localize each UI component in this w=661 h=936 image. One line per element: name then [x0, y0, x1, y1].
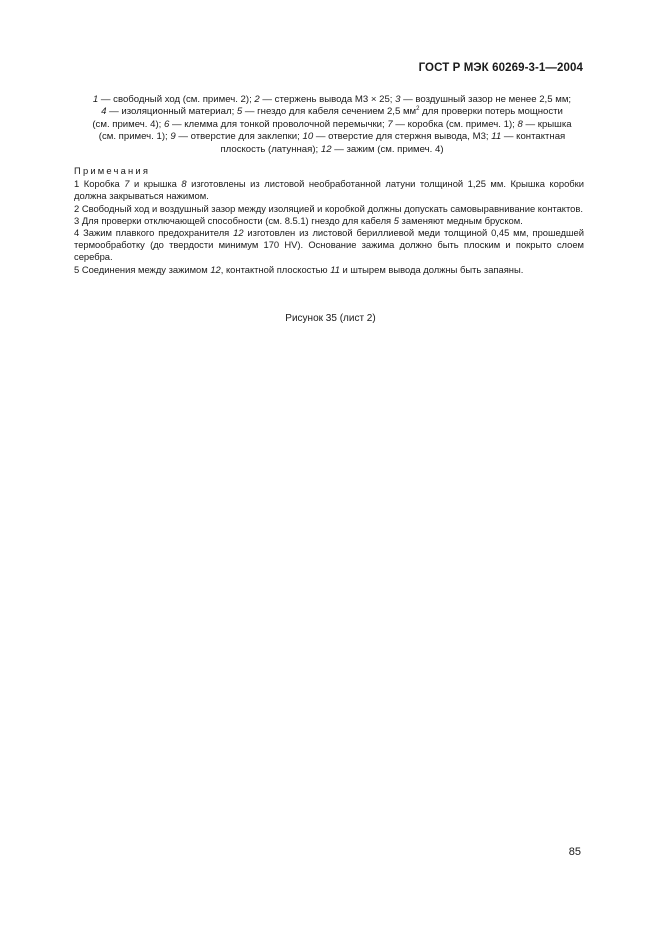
item-number: 11 — [491, 131, 502, 143]
notes-section — [74, 165, 584, 276]
item-number: 5 — [393, 214, 399, 226]
notes-title: Примечания — [74, 165, 151, 176]
text-run: изготовлен из листовой бериллиевой меди толщиной 0,45 мм, прошедшей термообработку (до твердости минимум 170 HV). Основание зажима должно быть плоским и покрыто слоем серебра. — [74, 227, 584, 263]
document-header: ГОСТ Р МЭК 60269-3-1—2004 — [418, 62, 583, 74]
text-run: — клемма для тонкой проволочной перемычки; — [169, 118, 388, 130]
note-item — [74, 203, 584, 215]
text-run: , контактной плоскостью — [220, 263, 331, 275]
item-number: 12 — [320, 143, 332, 155]
text-run: и крышка — [129, 178, 182, 190]
text-run: — свободный ход (см. примеч. 2); — [98, 94, 255, 105]
item-number: 5 — [236, 106, 243, 118]
text-run: — зажим (см. примеч. 4) — [331, 143, 444, 155]
legend-line — [66, 106, 598, 118]
item-number: 9 — [170, 131, 176, 143]
item-number: 12 — [210, 263, 221, 275]
item-number: 7 — [124, 178, 130, 190]
text-run: — изоляционный материал; — [106, 106, 237, 118]
note-item — [74, 227, 584, 264]
text-run: изготовлены из листовой необработанной латуни толщиной 1,25 мм. Крышка коробки должна закрываться нажимом. — [74, 178, 584, 202]
note-item — [74, 215, 584, 227]
item-number: 11 — [330, 263, 340, 275]
item-number: 8 — [517, 118, 523, 130]
text-run: — отверстие для стержня вывода, М3; — [313, 131, 492, 143]
text-run: и штырем вывода должны быть запаяны. — [339, 263, 524, 275]
text-run: плоскость (латунная); — [220, 143, 321, 155]
text-run: — коробка (см. примеч. 1); — [392, 118, 518, 130]
figure-legend — [66, 94, 598, 156]
text-run: 5 Соединения между зажимом — [74, 263, 211, 275]
item-number: 7 — [387, 118, 393, 130]
text-run: 4 Зажим плавкого предохранителя — [74, 227, 234, 239]
text-run: (см. примеч. 4); — [92, 118, 164, 130]
text-run: — воздушный зазор не менее 2,5 мм; — [400, 94, 572, 105]
item-number: 8 — [181, 178, 187, 190]
item-number: 1 — [92, 94, 99, 105]
text-run: для проверки потерь мощности — [419, 106, 563, 118]
notes-list — [74, 178, 584, 276]
text-run: — стержень вывода М3 × 25; — [259, 94, 396, 105]
figure-caption: Рисунок 35 (лист 2) — [285, 313, 376, 324]
note-item — [74, 178, 584, 202]
text-run: — отверстие для заклепки; — [175, 131, 303, 143]
text-run: — крышка — [522, 118, 572, 130]
text-run: — контактная — [501, 131, 566, 143]
legend-line — [66, 131, 598, 143]
item-number: 2 — [254, 94, 260, 105]
note-item — [74, 264, 584, 276]
text-run: — гнездо для кабеля сечением 2,5 мм — [242, 106, 417, 118]
text-run: 1 Коробка — [74, 178, 125, 190]
item-number: 6 — [163, 118, 170, 130]
page-number: 85 — [568, 846, 581, 858]
superscript: 2 — [416, 106, 420, 113]
legend-line — [66, 119, 598, 131]
text-run: заменяют медным бруском. — [398, 214, 523, 226]
legend-line — [66, 144, 598, 156]
item-number: 3 — [395, 94, 401, 105]
item-number: 12 — [233, 227, 244, 239]
item-number: 10 — [302, 131, 314, 143]
legend-line — [66, 94, 598, 106]
item-number: 4 — [101, 106, 107, 118]
text-run: (см. примеч. 1); — [98, 131, 171, 143]
text-run: 2 Свободный ход и воздушный зазор между изоляцией и коробкой должны допускать самовыравнивание контактов. — [74, 202, 583, 214]
text-run: 3 Для проверки отключающей способности (см. 8.5.1) гнездо для кабеля — [74, 214, 394, 226]
